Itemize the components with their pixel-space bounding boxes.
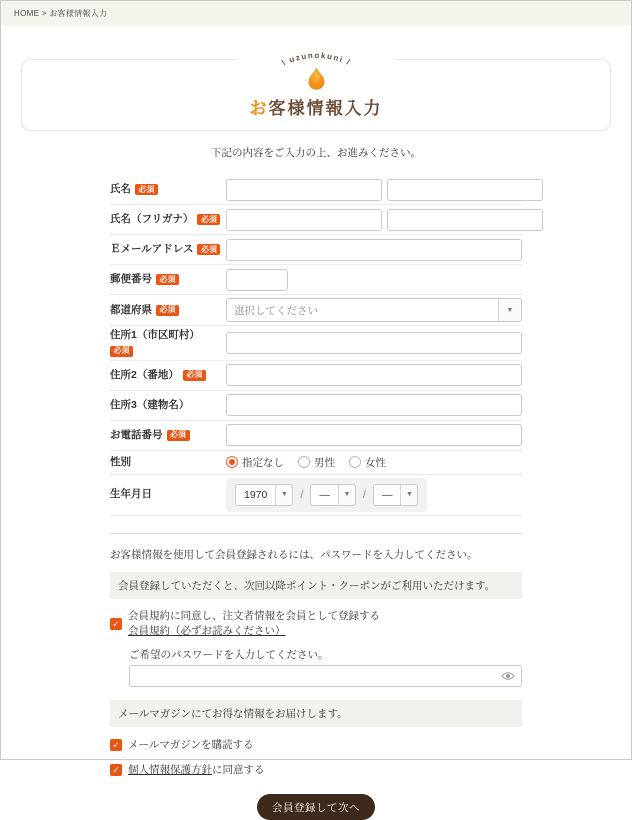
member-section [110,533,522,820]
zip-label: 郵便番号 必須 [110,273,226,286]
breadcrumb-bar [1,1,631,26]
logo [238,45,395,119]
chevron-down-icon: ▼ [498,299,521,321]
customer-form [110,175,522,516]
mailmag-checkbox[interactable]: ✓ [110,739,122,751]
row-email [110,235,522,265]
required-badge: 必須 [110,346,133,357]
row-gender [110,451,522,475]
email-input[interactable] [226,239,522,261]
terms-agree-text: 会員規約に同意し、注文者情報を会員として登録する 会員規約（必ずお読みください） [128,609,380,637]
row-address2 [110,361,522,391]
password-field-wrap [129,665,522,687]
mailmag-label: メールマガジンを購読する [128,739,254,752]
eye-icon [501,671,515,681]
radio-icon [349,456,361,468]
required-badge: 必須 [156,274,179,285]
required-badge: 必須 [167,430,190,441]
prefecture-placeholder: 選択してください [234,304,318,317]
intro-text: 下記の内容をご入力の上、お進みください。 [211,147,421,159]
gender-radio-male[interactable]: 男性 [298,455,335,470]
birth-day-select[interactable]: — ▼ [373,484,419,506]
mailmag-note: メールマガジンにてお得な情報をお届けします。 [110,700,522,727]
terms-link[interactable]: 会員規約（必ずお読みください） [128,624,286,637]
prefecture-label: 都道府県 必須 [110,304,226,317]
password-visibility-toggle[interactable] [501,671,515,681]
email-label: Ｅメールアドレス 必須 [110,243,226,256]
name-label: 氏名 必須 [110,183,226,196]
chevron-down-icon: ▼ [338,485,355,505]
address1-input[interactable] [226,332,522,354]
terms-checkbox[interactable]: ✓ [110,618,122,630]
birthdate-group: 1970 ▼ / — ▼ / — ▼ [226,478,427,512]
password-input[interactable] [129,665,522,687]
row-prefecture [110,295,522,326]
mailmag-row [110,737,522,752]
onion-icon [305,67,327,91]
privacy-label: 個人情報保護方針に同意する [128,764,265,777]
phone-label: お電話番号 必須 [110,429,226,442]
row-address1 [110,326,522,361]
first-name-kana-input[interactable] [387,209,543,231]
row-kana [110,205,522,235]
gender-options [226,455,386,470]
first-name-input[interactable] [387,179,543,201]
required-badge: 必須 [197,244,220,255]
address2-input[interactable] [226,364,522,386]
privacy-policy-link[interactable]: 個人情報保護方針 [128,764,212,777]
member-intro: お客様情報を使用して会員登録されるには、パスワードを入力してください。 [110,548,478,561]
gender-radio-female[interactable]: 女性 [349,455,386,470]
birth-year-select[interactable]: 1970 ▼ [235,484,293,506]
terms-agree-row [110,609,522,639]
address3-label: 住所3（建物名） [110,398,190,411]
privacy-row [110,762,522,777]
required-badge: 必須 [183,370,206,381]
address3-input[interactable] [226,394,522,416]
radio-selected-icon [226,456,238,468]
privacy-checkbox[interactable]: ✓ [110,764,122,776]
breadcrumb[interactable]: HOME > お客様情報入力 [14,9,108,18]
section-divider [110,533,522,534]
required-badge: 必須 [135,184,158,195]
zip-input[interactable] [226,269,288,291]
row-zip [110,265,522,295]
chevron-down-icon: ▼ [400,485,417,505]
row-name [110,175,522,205]
register-next-button[interactable]: 会員登録して次へ [257,794,375,820]
gender-label: 性別 [110,455,131,468]
last-name-kana-input[interactable] [226,209,382,231]
address2-label: 住所2（番地） 必須 [110,369,226,382]
gender-radio-unspecified[interactable]: 指定なし [226,455,284,470]
radio-icon [298,456,310,468]
row-address3 [110,391,522,421]
row-birthdate [110,475,522,516]
member-benefit-note: 会員登録していただくと、次回以降ポイント・クーポンがご利用いただけます。 [110,572,522,599]
required-badge: 必須 [156,305,179,316]
last-name-input[interactable] [226,179,382,201]
address1-label: 住所1（市区町村） 必須 [110,329,200,356]
page-title: お客様情報入力 [249,99,383,118]
chevron-down-icon: ▼ [275,485,292,505]
kana-label: 氏名（フリガナ） 必須 [110,213,226,226]
header-card [21,50,611,131]
svg-text:\ uzunokuni /: \ uzunokuni / [280,50,352,68]
phone-input[interactable] [226,424,522,446]
birthdate-label: 生年月日 [110,488,152,501]
birth-month-select[interactable]: — ▼ [310,484,356,506]
row-phone [110,421,522,451]
password-label: ご希望のパスワードを入力してください。 [129,649,329,662]
required-badge: 必須 [197,214,220,225]
prefecture-select[interactable] [226,298,522,322]
submit-area [110,794,522,820]
